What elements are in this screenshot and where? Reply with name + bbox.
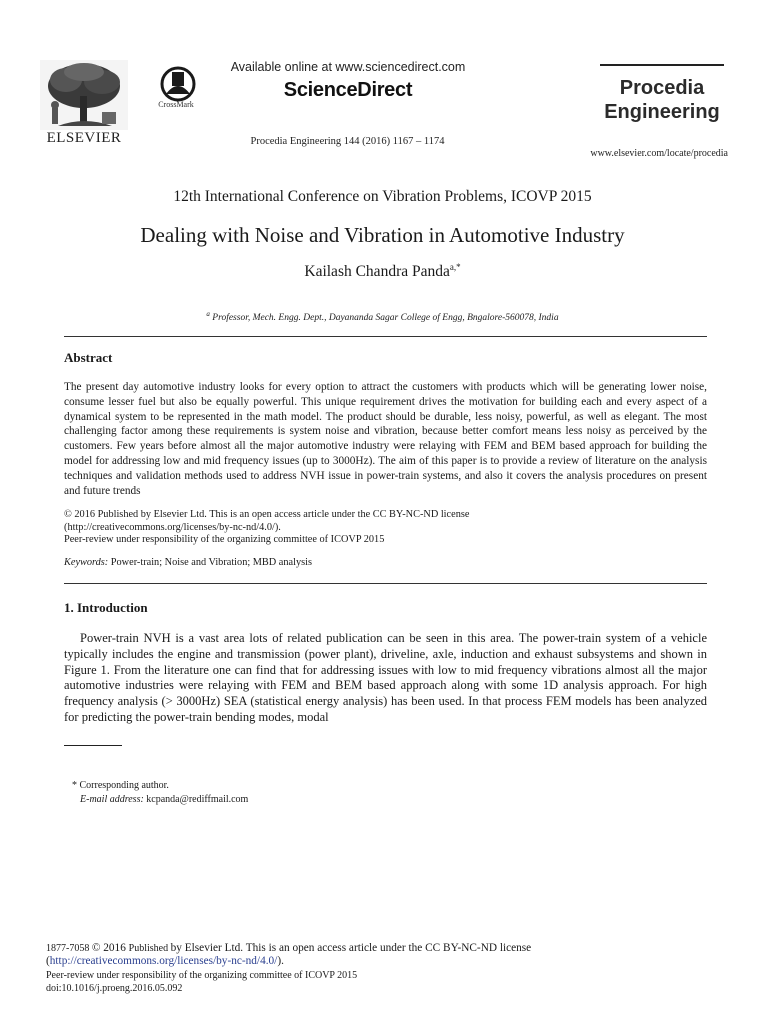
- divider-bottom: [64, 583, 707, 584]
- conference-name: 12th International Conference on Vibration Problems, ICOVP 2015: [173, 188, 592, 205]
- introduction-body: Power-train NVH is a vast area lots of related publication can be seen in this area. The power-train system of a vehicle typically includes the engine and transmission (power plant), driveline, axle, induction and exhaust subsystems and shown in Figure 1. From the literature one can find that for addressing issues with low to mid frequency vibrations almost all the major automotive industries were relaying with FEM and BEM based approach along with some 1D analysis approach. For high frequency analysis (> 3000Hz) SEA (statistical energy analysis) has been used. In that process FEM models has been analyzed for predicting the power-train bending modes, modal: [64, 631, 707, 724]
- footer-issn: 1877-7058: [46, 943, 92, 954]
- footnote-rule: [64, 745, 122, 746]
- author-name: Kailash Chandra Panda: [304, 263, 450, 281]
- sciencedirect-logo: ScienceDirect: [283, 79, 413, 101]
- footer-link-line: [46, 955, 726, 968]
- journal-title-line2: Engineering: [604, 101, 720, 123]
- footer-peer-review: Peer-review under responsibility of the organizing committee of ICOVP 2015: [46, 969, 358, 981]
- paper-title: Dealing with Noise and Vibration in Automotive Industry: [140, 223, 625, 247]
- journal-reference: Procedia Engineering 144 (2016) 1167 – 1174: [250, 136, 445, 147]
- license-paren-close: ).: [274, 521, 281, 533]
- journal-title-line1: Procedia: [619, 77, 705, 99]
- affiliation-superscript: a: [206, 310, 210, 318]
- affiliation-text: Professor, Mech. Engg. Dept., Dayananda Sagar College of Engg, Bngalore-560078, India: [209, 313, 559, 324]
- footer-paren-open: (: [46, 955, 50, 968]
- license-paren-open: (: [64, 521, 68, 533]
- footer-paren-close: ).: [277, 955, 284, 968]
- keywords-text: Power-train; Noise and Vibration; MBD analysis: [108, 557, 312, 568]
- journal-rule: [600, 64, 724, 66]
- introduction-heading: 1. Introduction: [64, 600, 148, 615]
- elsevier-wordmark: ELSEVIER: [46, 130, 122, 146]
- email-label: E-mail address:: [80, 794, 144, 805]
- abstract-body: The present day automotive industry looks for every option to attract the customers with products which will be generating lower noise, consume lesser fuel but also be equally powerful. This unique requirement drives the motivation for building each and every aspect of a dynamical system to be represented in the math model. The product should be durable, less noisy, powerful, as well as elegant. The most challenging factor among these requirements is system noise and vibration, because better comfort means less noisy as perceived by the customers. Few years before almost all the major automotive industry were relaying with FEM and BEM based approach for building the model for addressing low and mid frequency issues (up to 3000Hz). The aim of this paper is to provide a review of literature on the analysis techniques and validation methods used to address NVH issue in power-train systems, and also it covers the analysis procedures on present and future trends: [64, 381, 707, 497]
- license-link[interactable]: http://creativecommons.org/licenses/by-nc-nd/4.0/: [67, 521, 275, 533]
- footer-license-line: [46, 942, 726, 955]
- footnote-email: [80, 794, 248, 805]
- keywords-label: Keywords:: [64, 557, 109, 568]
- footer-license-text: by Elsevier Ltd. This is an open access article under the CC BY-NC-ND license: [170, 942, 532, 954]
- license-line1: © 2016 Published by Elsevier Ltd. This is an open access article under the CC BY-NC-ND license: [64, 509, 470, 520]
- footnote-corresponding: * Corresponding author.: [72, 780, 169, 791]
- footer-block: [46, 942, 726, 996]
- journal-title: [600, 76, 724, 124]
- crossmark-label: CrossMark: [158, 100, 194, 109]
- journal-url[interactable]: www.elsevier.com/locate/procedia: [590, 148, 728, 159]
- author-superscript: a,*: [449, 262, 461, 272]
- email-address[interactable]: kcpanda@rediffmail.com: [143, 794, 249, 805]
- divider-top: [64, 336, 707, 337]
- footer-doi[interactable]: doi:10.1016/j.proeng.2016.05.092: [46, 983, 183, 995]
- license-block: [64, 509, 707, 547]
- author-line: [38, 262, 727, 281]
- available-online-text: Available online at www.sciencedirect.com: [230, 60, 466, 74]
- abstract-heading: Abstract: [64, 350, 113, 365]
- affiliation: [38, 310, 727, 323]
- license-line2: [64, 522, 707, 535]
- keywords-line: [64, 557, 707, 568]
- footer-license-link[interactable]: http://creativecommons.org/licenses/by-nc-nd/4.0/: [49, 955, 278, 968]
- license-line3: Peer-review under responsibility of the organizing committee of ICOVP 2015: [64, 534, 385, 546]
- footer-published: Published: [128, 943, 171, 954]
- footer-copyright: © 2016: [91, 942, 129, 954]
